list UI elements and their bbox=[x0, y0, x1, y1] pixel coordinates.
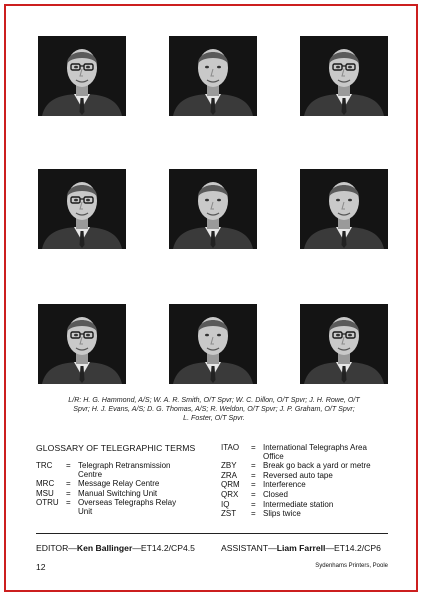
glossary-code: IQ bbox=[221, 499, 230, 509]
portrait-silhouette bbox=[300, 169, 388, 249]
glossary-definition-line: Break go back a yard or metre bbox=[263, 461, 371, 471]
portrait-silhouette bbox=[300, 36, 388, 116]
portrait-silhouette bbox=[300, 304, 388, 384]
glossary-definition bbox=[78, 499, 176, 516]
glossary-entry bbox=[36, 499, 216, 516]
glossary-definition-line: Unit bbox=[78, 506, 93, 516]
page-number: 12 bbox=[36, 562, 46, 572]
glossary-definition bbox=[78, 480, 159, 489]
portrait-silhouette bbox=[38, 169, 126, 249]
glossary-code: OTRU bbox=[36, 498, 59, 508]
glossary-entry bbox=[36, 480, 216, 489]
glossary-definition-line: Manual Switching Unit bbox=[78, 488, 158, 498]
portrait-evans bbox=[169, 169, 257, 249]
glossary-equals: = bbox=[66, 479, 71, 489]
glossary-entry bbox=[221, 510, 401, 519]
glossary-code: QRM bbox=[221, 480, 240, 490]
glossary-definition bbox=[263, 462, 371, 471]
glossary-code: MRC bbox=[36, 479, 55, 489]
editor-ref: —ET14.2/CP4.5 bbox=[132, 543, 195, 553]
glossary-entry bbox=[221, 501, 401, 510]
editor-credit bbox=[36, 543, 195, 553]
glossary-equals: = bbox=[251, 480, 256, 490]
assistant-ref: —ET14.2/CP6 bbox=[325, 543, 381, 553]
portrait-silhouette bbox=[169, 169, 257, 249]
printer-credit: Sydenhams Printers, Poole bbox=[315, 563, 388, 569]
glossary-right-column bbox=[221, 444, 401, 520]
glossary-definition bbox=[263, 501, 333, 510]
glossary-code: ZRA bbox=[221, 470, 237, 480]
glossary-definition-line: Centre bbox=[78, 469, 103, 479]
glossary-definition bbox=[263, 481, 306, 490]
glossary-equals: = bbox=[66, 498, 71, 508]
glossary-equals: = bbox=[251, 470, 256, 480]
portrait-silhouette bbox=[169, 304, 257, 384]
glossary-definition-line: Interference bbox=[263, 480, 306, 490]
glossary-entry bbox=[221, 462, 401, 471]
glossary-entry bbox=[221, 472, 401, 481]
glossary-definition bbox=[263, 444, 367, 461]
glossary-definition-line: Telegraph Retransmission bbox=[78, 461, 171, 470]
glossary-definition bbox=[263, 510, 301, 519]
assistant-name: Liam Farrell bbox=[276, 543, 326, 553]
glossary-definition-line: Message Relay Centre bbox=[78, 479, 160, 489]
glossary-entry bbox=[221, 444, 401, 461]
glossary-entry bbox=[36, 462, 216, 479]
glossary-code: ZST bbox=[221, 509, 237, 519]
glossary-equals: = bbox=[66, 461, 71, 470]
portrait-weldon bbox=[38, 304, 126, 384]
glossary-definition-line: Closed bbox=[263, 489, 288, 499]
portrait-silhouette bbox=[38, 304, 126, 384]
glossary-code: ITAO bbox=[221, 443, 240, 452]
glossary-code: ZBY bbox=[221, 461, 237, 471]
glossary-equals: = bbox=[251, 489, 256, 499]
glossary-code: QRX bbox=[221, 489, 239, 499]
glossary-definition-line: Overseas Telegraphs Relay bbox=[78, 498, 177, 508]
portrait-thomas bbox=[300, 169, 388, 249]
glossary-definition-line: Office bbox=[263, 451, 284, 461]
glossary-equals: = bbox=[66, 488, 71, 498]
caption-line: L/R: H. G. Hammond, A/S; W. A. R. Smith, O/T Spvr; W. C. Dillon, O/T Spvr; J. H. Rowe, O/T bbox=[68, 396, 360, 404]
glossary-definition-line: Slips twice bbox=[263, 509, 301, 519]
glossary-definition-line: International Telegraphs Area bbox=[263, 443, 367, 452]
glossary-entry bbox=[221, 481, 401, 490]
portrait-hammond bbox=[38, 36, 126, 116]
glossary-equals: = bbox=[251, 461, 256, 471]
portrait-graham bbox=[169, 304, 257, 384]
glossary-definition-line: Reversed auto tape bbox=[263, 470, 333, 480]
portrait-foster bbox=[300, 304, 388, 384]
portrait-silhouette bbox=[169, 36, 257, 116]
glossary-equals: = bbox=[251, 509, 256, 519]
glossary-title: GLOSSARY OF TELEGRAPHIC TERMS bbox=[36, 443, 196, 453]
portrait-silhouette bbox=[38, 36, 126, 116]
glossary-left-column bbox=[36, 462, 216, 518]
assistant-label: ASSISTANT— bbox=[221, 543, 277, 553]
glossary-entry bbox=[36, 490, 216, 499]
glossary-equals: = bbox=[251, 499, 256, 509]
glossary-code: TRC bbox=[36, 461, 53, 470]
editor-name: Ken Ballinger bbox=[76, 543, 133, 553]
glossary-code: MSU bbox=[36, 488, 54, 498]
glossary-equals: = bbox=[251, 443, 256, 452]
glossary-definition bbox=[263, 472, 333, 481]
footer-divider bbox=[36, 533, 388, 534]
glossary-definition bbox=[263, 491, 288, 500]
photo-caption bbox=[34, 396, 394, 424]
glossary-definition-line: Intermediate station bbox=[263, 499, 334, 509]
caption-line: L. Foster, O/T Spvr. bbox=[183, 414, 245, 423]
caption-line: Spvr; H. J. Evans, A/S; D. G. Thomas, A/S; R. Weldon, O/T Spvr; J. P. Graham, O/T Spvr; bbox=[73, 405, 355, 414]
portrait-dillon bbox=[300, 36, 388, 116]
glossary-definition bbox=[78, 462, 171, 479]
portrait-smith bbox=[169, 36, 257, 116]
glossary-entry bbox=[221, 491, 401, 500]
assistant-credit bbox=[221, 543, 381, 553]
glossary-definition bbox=[78, 490, 157, 499]
editor-label: EDITOR— bbox=[36, 543, 77, 553]
portrait-rowe bbox=[38, 169, 126, 249]
